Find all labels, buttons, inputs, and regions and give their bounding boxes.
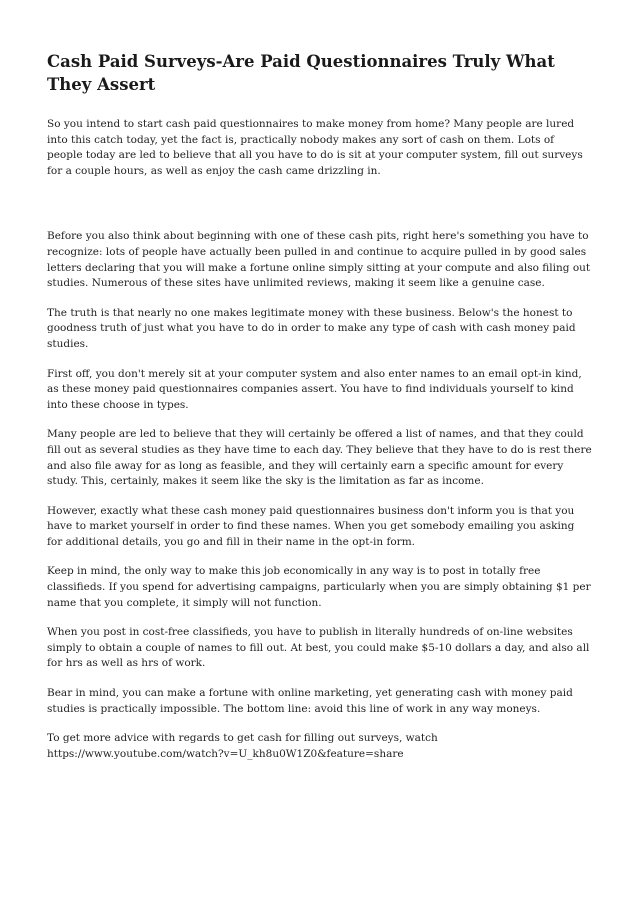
paragraph: The truth is that nearly no one makes legitimate money with these business. Below's the honest to goodness truth of just what you have to do in order to make any type of cash with cash money paid studies. (47, 306, 576, 350)
paragraph: When you post in cost-free classifieds, you have to publish in literally hundreds of on-line websites simply to obtain a couple of names to fill out. At best, you could make $5-10 dollars a day, and also all for hrs as well as hrs of work. (47, 626, 590, 670)
paragraph: Before you also think about beginning with one of these cash pits, right here's something you have to recognize: lots of people have actually been pulled in and continue to acquire pulled in by good sales letters declaring that you will make a fortune online simply sitting at your compute and also filing out studies. Numerous of these sites have unlimited reviews, making it seem like a genuine case. (47, 230, 591, 290)
closing-text: To get more advice with regards to get cash for filling out surveys, watch (47, 732, 438, 745)
paragraph: Keep in mind, the only way to make this job economically in any way is to post in totally free classifieds. If you spend for advertising campaigns, particularly when you are simply obtaining $1 per name that you complete, it simply will not function. (47, 565, 591, 609)
paragraph: However, exactly what these cash money paid questionnaires business don't inform you is that you have to market yourself in order to find these names. When you get somebody emailing you asking for additional details, you go and fill in their name in the opt-in form. (47, 504, 575, 548)
paragraph: Bear in mind, you can make a fortune with online marketing, yet generating cash with money paid studies is practically impossible. The bottom line: avoid this line of work in any way moneys. (47, 687, 573, 715)
closing-paragraph (47, 731, 592, 762)
paragraph: Many people are led to believe that they will certainly be offered a list of names, and that they could fill out as several studies as they have time to each day. They believe that they have to do is rest there and also file away for as long as feasible, and they will certainly earn a specific amount for every study. This, certainly, makes it seem like the sky is the limitation as far as income. (47, 428, 592, 488)
document-page (47, 50, 592, 776)
video-link[interactable]: https://www.youtube.com/watch?v=U_kh8u0W1Z0&feature=share (47, 747, 404, 760)
paragraph-intro: So you intend to start cash paid questionnaires to make money from home? Many people are lured into this catch today, yet the fact is, practically nobody makes any sort of cash on them. Lots of people today are led to believe that all you have to do is sit at your computer system, fill out surveys for a couple hours, as well as enjoy the cash came drizzling in. (47, 118, 583, 177)
paragraph-gap (47, 193, 592, 229)
paragraph: First off, you don't merely sit at your computer system and also enter names to an email opt-in kind, as these money paid questionnaires companies assert. You have to find individuals yourself to kind into these choose in types. (47, 367, 582, 411)
article-title: Cash Paid Surveys-Are Paid Questionnaires Truly What They Assert (47, 52, 555, 94)
